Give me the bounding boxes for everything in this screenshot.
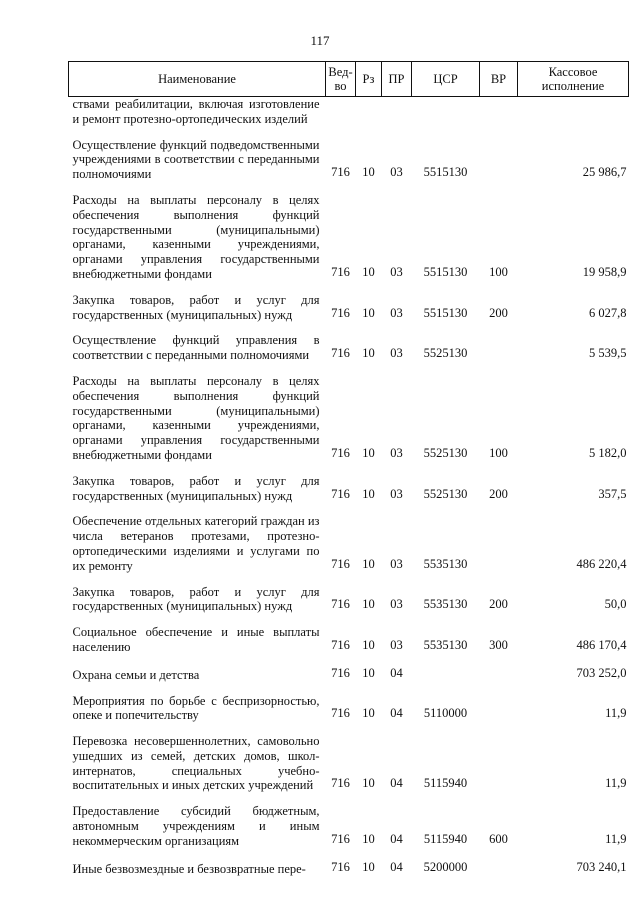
table-row [69, 463, 629, 504]
cell-pr: 04 [390, 706, 403, 721]
cell-name: ствами реабилитации, включая изготовление и ремонт протезно-ортопедических изделий [72, 97, 320, 126]
cell-ved: 716 [331, 859, 350, 874]
cell-rz: 10 [362, 486, 375, 501]
cell-pr: 03 [390, 165, 403, 180]
cell-csr [412, 655, 480, 683]
table-row [69, 614, 629, 655]
cell-pr: 04 [390, 776, 403, 791]
cell-csr: 5525130 [423, 445, 468, 460]
cell-pr: 03 [390, 445, 403, 460]
table-body [69, 97, 629, 877]
cell-amount: 486 170,4 [576, 637, 627, 652]
cell-amount: 5 539,5 [589, 346, 627, 361]
cell-csr: 5515130 [423, 165, 468, 180]
cell-amount: 6 027,8 [589, 305, 627, 320]
cell-amount: 703 240,1 [576, 859, 627, 874]
cell-amount: 50,0 [604, 597, 627, 612]
cell-csr: 5515130 [423, 264, 468, 279]
cell-rz: 10 [362, 831, 375, 846]
table-row [69, 849, 629, 877]
header-rz: Рз [356, 62, 382, 97]
cell-rz: 10 [362, 637, 375, 652]
cell-ved: 716 [331, 165, 350, 180]
table-row [69, 282, 629, 323]
cell-ved [326, 97, 356, 127]
cell-pr: 03 [390, 556, 403, 571]
cell-name: Закупка товаров, работ и услуг для государственных (муниципальных) нужд [72, 584, 320, 614]
cell-vr [480, 322, 518, 363]
cell-ved: 716 [331, 831, 350, 846]
cell-name: Расходы на выплаты персоналу в целях обеспечения выполнения функций государственными (муниципальными) органами, казенными учреждениями, органами управления государственными внебюджетными фондами [72, 192, 320, 281]
table-header-row [69, 62, 629, 97]
cell-pr [382, 97, 412, 127]
header-vr: ВР [480, 62, 518, 97]
cell-amount: 11,9 [605, 831, 627, 846]
cell-csr: 5200000 [423, 859, 468, 874]
header-name: Наименование [69, 62, 326, 97]
cell-pr: 04 [390, 665, 403, 680]
cell-amount [518, 97, 629, 127]
cell-name: Охрана семьи и детства [72, 667, 200, 682]
table-row [69, 127, 629, 182]
cell-vr: 200 [489, 305, 508, 320]
cell-ved: 716 [331, 445, 350, 460]
cell-name: Мероприятия по борьбе с беспризорностью, опеке и попечительству [72, 693, 320, 723]
cell-vr [480, 655, 518, 683]
cell-name: Иные безвозмездные и безвозвратные пере- [72, 861, 306, 876]
cell-vr [480, 683, 518, 724]
cell-csr: 5525130 [423, 486, 468, 501]
cell-amount: 25 986,7 [582, 165, 627, 180]
cell-vr: 300 [489, 637, 508, 652]
cell-rz: 10 [362, 264, 375, 279]
budget-table [68, 61, 629, 876]
cell-ved: 716 [331, 305, 350, 320]
table-row [69, 322, 629, 363]
cell-rz [356, 97, 382, 127]
cell-csr [412, 97, 480, 127]
cell-pr: 03 [390, 486, 403, 501]
cell-ved: 716 [331, 597, 350, 612]
cell-rz: 10 [362, 776, 375, 791]
cell-pr: 03 [390, 346, 403, 361]
cell-vr [480, 723, 518, 793]
cell-rz: 10 [362, 665, 375, 680]
cell-name: Осуществление функций управления в соответствии с переданными полномочиями [72, 333, 320, 363]
cell-csr: 5535130 [423, 637, 468, 652]
cell-name: Перевозка несовершеннолетних, самовольно ушедших из семей, детских домов, школ-интернатов, специальных учебно-воспитательных и иных детских учреждений [72, 734, 320, 793]
cell-ved: 716 [331, 556, 350, 571]
cell-vr [480, 97, 518, 127]
cell-rz: 10 [362, 556, 375, 571]
cell-amount: 486 220,4 [576, 556, 627, 571]
table-row [69, 655, 629, 683]
table-row [69, 363, 629, 463]
page-number: 117 [310, 33, 330, 48]
cell-vr: 200 [489, 486, 508, 501]
cell-pr: 03 [390, 264, 403, 279]
cell-pr: 04 [390, 831, 403, 846]
cell-vr: 200 [489, 597, 508, 612]
table-row [69, 683, 629, 724]
cell-csr: 5115940 [423, 831, 468, 846]
cell-pr: 03 [390, 637, 403, 652]
cell-csr: 5535130 [423, 597, 468, 612]
header-pr: ПР [382, 62, 412, 97]
cell-name: Осуществление функций подведомственными учреждениями в соответствии с переданными полномочиями [72, 137, 320, 182]
table-row [69, 723, 629, 793]
cell-amount: 11,9 [605, 776, 627, 791]
cell-ved: 716 [331, 346, 350, 361]
cell-vr [480, 849, 518, 877]
cell-amount: 19 958,9 [582, 264, 627, 279]
cell-rz: 10 [362, 346, 375, 361]
cell-name: Обеспечение отдельных категорий граждан из числа ветеранов протезами, протезно-ортопедическими изделиями и услугами по их ремонту [72, 514, 320, 573]
cell-rz: 10 [362, 165, 375, 180]
header-amount: Кассовое исполнение [518, 62, 629, 97]
table-row [69, 182, 629, 282]
cell-ved: 716 [331, 264, 350, 279]
header-csr: ЦСР [412, 62, 480, 97]
table-row [69, 503, 629, 573]
cell-vr: 100 [489, 445, 508, 460]
cell-ved: 716 [331, 776, 350, 791]
cell-rz: 10 [362, 445, 375, 460]
cell-ved: 716 [331, 486, 350, 501]
cell-vr: 100 [489, 264, 508, 279]
cell-csr: 5115940 [423, 776, 468, 791]
cell-amount: 703 252,0 [576, 665, 627, 680]
cell-pr: 03 [390, 305, 403, 320]
cell-vr [480, 503, 518, 573]
cell-ved: 716 [331, 706, 350, 721]
cell-name: Закупка товаров, работ и услуг для государственных (муниципальных) нужд [72, 473, 320, 503]
cell-vr: 600 [489, 831, 508, 846]
cell-rz: 10 [362, 706, 375, 721]
cell-csr: 5525130 [423, 346, 468, 361]
cell-rz: 10 [362, 597, 375, 612]
cell-amount: 357,5 [598, 486, 627, 501]
cell-vr [480, 127, 518, 182]
cell-name: Социальное обеспечение и иные выплаты населению [72, 625, 320, 654]
table-row [69, 97, 629, 127]
cell-rz: 10 [362, 859, 375, 874]
cell-pr: 04 [390, 859, 403, 874]
cell-name: Закупка товаров, работ и услуг для государственных (муниципальных) нужд [72, 292, 320, 322]
cell-name: Предоставление субсидий бюджетным, автономным учреждениям и иным некоммерческим организациям [72, 804, 320, 848]
cell-amount: 5 182,0 [589, 445, 627, 460]
cell-pr: 03 [390, 597, 403, 612]
table-row [69, 793, 629, 848]
cell-amount: 11,9 [605, 706, 627, 721]
header-ved: Вед-во [326, 62, 356, 97]
cell-csr: 5515130 [423, 305, 468, 320]
cell-csr: 5110000 [423, 706, 468, 721]
table-row [69, 574, 629, 615]
cell-ved: 716 [331, 637, 350, 652]
cell-ved: 716 [331, 665, 350, 680]
cell-csr: 5535130 [423, 556, 468, 571]
cell-name: Расходы на выплаты персоналу в целях обеспечения выполнения функций государственными (муниципальными) органами, казенными учреждениями, органами управления государственными внебюджетными фондами [72, 373, 320, 462]
cell-rz: 10 [362, 305, 375, 320]
